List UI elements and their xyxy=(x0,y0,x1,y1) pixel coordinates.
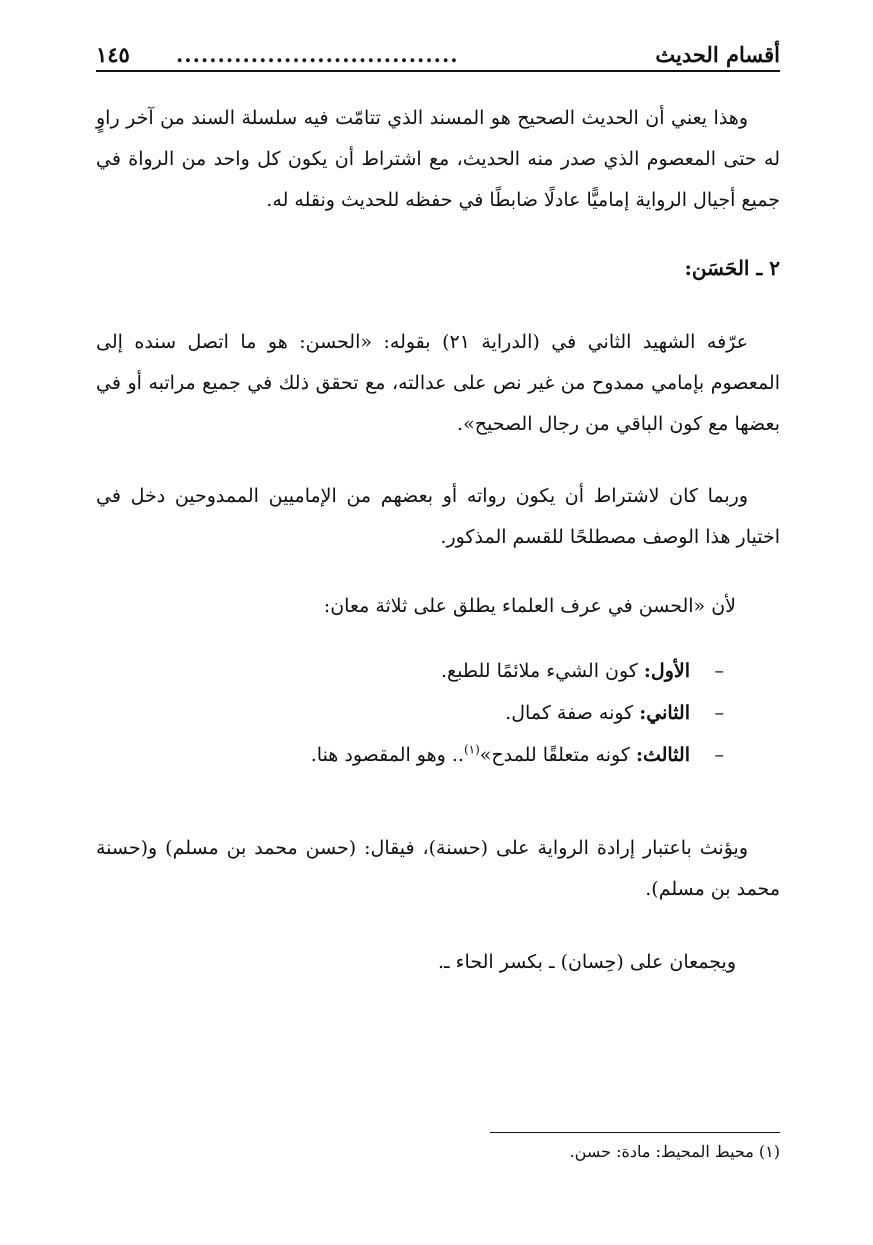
meaning-label: الثالث: xyxy=(635,744,690,766)
list-item xyxy=(311,734,724,776)
list-dash: – xyxy=(714,744,724,766)
paragraph-text: وهذا يعني أن الحديث الصحيح هو المسند الذي تتامّت فيه سلسلة السند من آخر راوٍ له حتى المعصوم الذي صدر منه الحديث، مع اشتراط أن يكون كل واحد من الرواة في جميع أجيال الرواية إماميًّا عادلًا ضابطًا في حفظه للحديث ونقله له. xyxy=(96,107,780,211)
book-page xyxy=(96,30,780,1220)
meaning-tail: .. وهو المقصود هنا. xyxy=(310,744,464,766)
meaning-text: كون الشيء ملائمًا للطبع. xyxy=(441,660,644,682)
footnote-marker[interactable]: (١) xyxy=(463,742,480,757)
footnote: (١) محيط المحيط: مادة: حسن. xyxy=(569,1142,780,1161)
header-leader-dots: .................................. xyxy=(176,42,459,67)
meaning-text: كونه صفة كمال. xyxy=(505,702,640,724)
page-number: ١٤٥ xyxy=(96,42,130,67)
chapter-title: أقسام الحديث xyxy=(655,42,780,67)
list-item xyxy=(311,650,724,692)
footnote-rule xyxy=(490,1132,780,1133)
paragraph-plural-form: ويجمعان على (حِسان) ـ بكسر الحاء ـ. xyxy=(437,951,736,973)
paragraph-meanings-intro: لأن «الحسن في عرف العلماء يطلق على ثلاثة معان: xyxy=(323,595,736,617)
paragraph-text: عرّفه الشهيد الثاني في (الدراية ٢١) بقوله: «الحسن: هو ما اتصل سنده إلى المعصوم بإمامي ممدوح من غير نص على عدالته، مع تحقق ذلك في جميع مراتبه أو في بعضها مع كون الباقي من رجال الصحيح». xyxy=(96,331,780,435)
paragraph-reason xyxy=(96,476,780,558)
meanings-list xyxy=(311,650,724,776)
section-heading-hasan: ٢ ـ الحَسَن: xyxy=(684,256,780,280)
paragraph-sahih-definition xyxy=(96,98,780,221)
paragraph-feminine-form xyxy=(96,828,780,910)
paragraph-hasan-definition xyxy=(96,322,780,445)
meaning-label: الثاني: xyxy=(639,702,690,724)
list-dash: – xyxy=(714,660,724,682)
meaning-label: الأول: xyxy=(643,660,690,682)
paragraph-text: ويؤنث باعتبار إرادة الرواية على (حسنة)، فيقال: (حسن محمد بن مسلم) و(حسنة محمد بن مسلم). xyxy=(96,837,780,900)
meaning-text: كونه متعلقًا للمدح» xyxy=(479,744,636,766)
header-rule xyxy=(96,70,780,72)
list-item xyxy=(311,692,724,734)
list-dash: – xyxy=(714,702,724,724)
paragraph-text: وربما كان لاشتراط أن يكون رواته أو بعضهم من الإماميين الممدوحين دخل في اختيار هذا الوصف مصطلحًا للقسم المذكور. xyxy=(96,485,780,548)
